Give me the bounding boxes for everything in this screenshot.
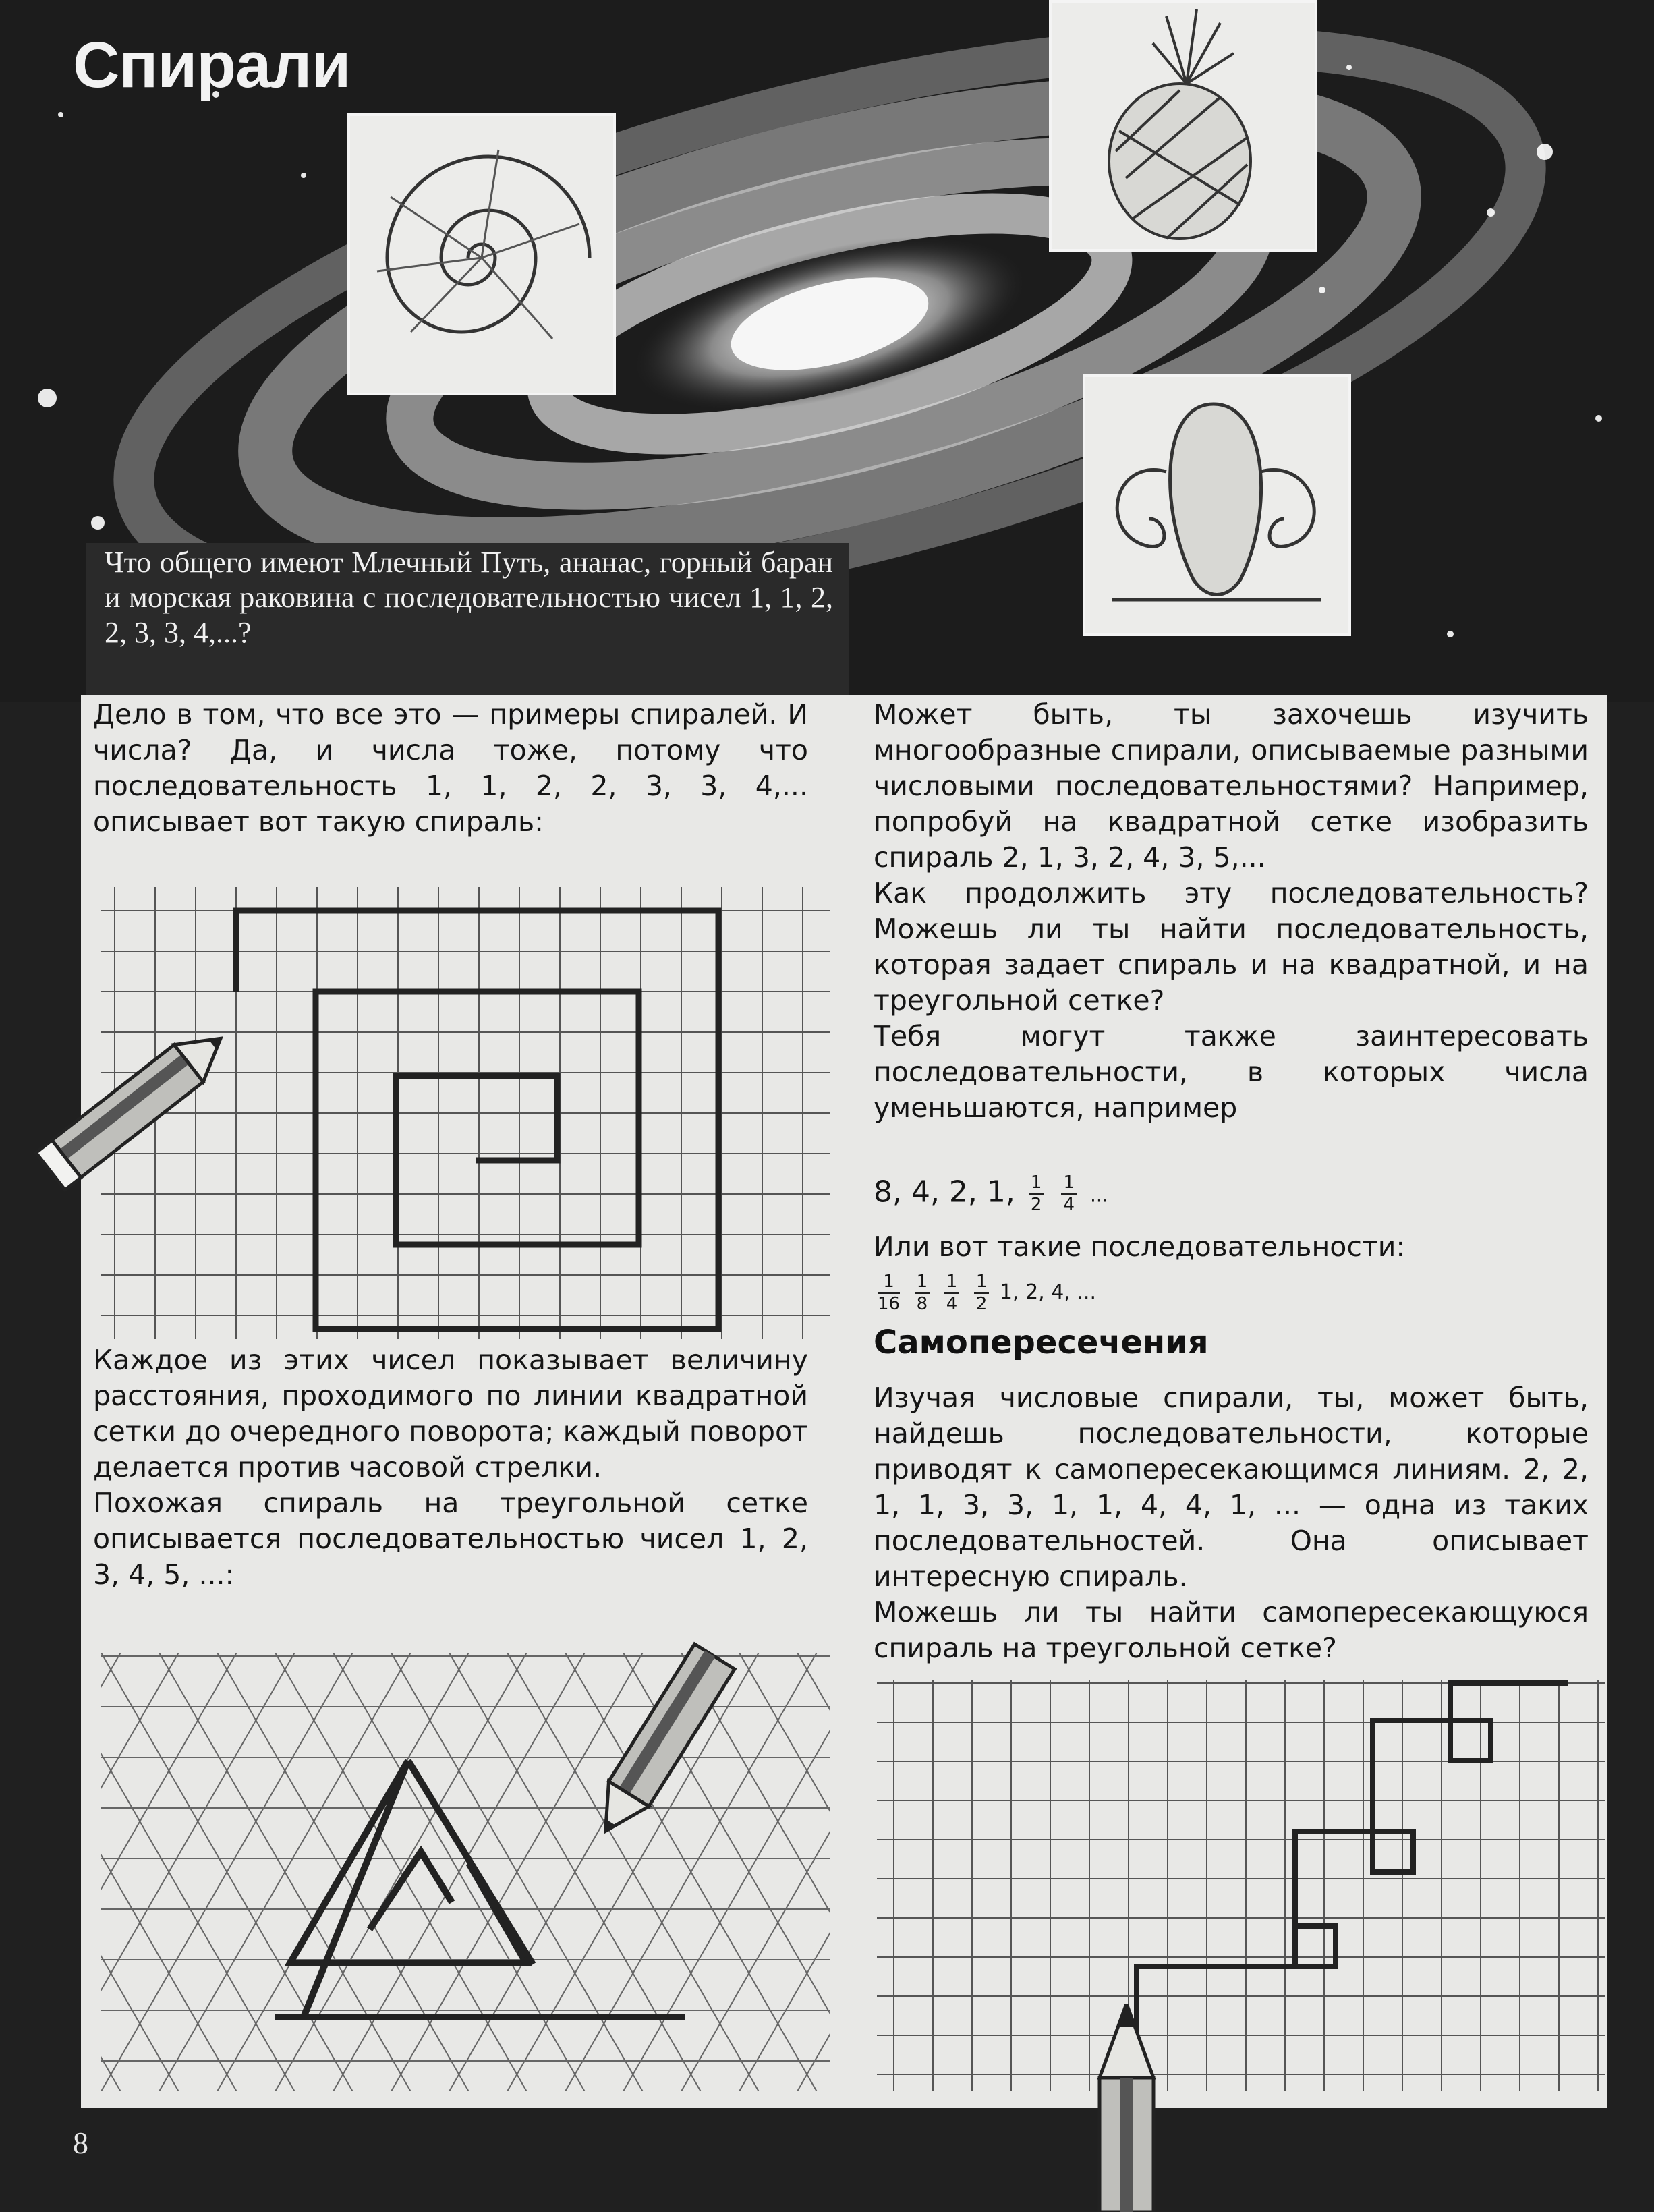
triangle-spiral-line <box>290 1761 526 1963</box>
square-spiral-line <box>236 911 718 1329</box>
right-column-text <box>874 697 1589 1126</box>
fraction: $\frac{1}{2}$ <box>1029 1172 1044 1215</box>
fraction: $\frac{1}{8}$ <box>915 1272 930 1314</box>
grid-line <box>101 1653 295 2091</box>
grid-line <box>101 1653 179 2091</box>
paragraph: Похожая спираль на треугольной сетке описывается последовательностью чисел 1, 2, 3, 4, 5, ...: <box>93 1487 808 1591</box>
pencil-drawing <box>567 1585 782 1869</box>
page-title: Спирали <box>73 29 351 101</box>
left-column-explanation <box>93 1342 808 1593</box>
grid-line <box>101 1653 295 2091</box>
self-intersecting-spiral-line <box>1137 1683 1568 2091</box>
paragraph: Тебя могут также заинтересовать последовательности, в которых числа уменьшаются, например <box>874 1020 1589 1124</box>
pineapple-drawing <box>1049 0 1317 252</box>
paragraph: Может быть, ты захочешь изучить многообразные спирали, описываемые разными числовыми последовательностями? Например, попробуй на квадратной сетке изобразить спираль 2, 1, 3, 2, 4, 3, 5,... <box>874 698 1589 874</box>
paragraph: Как продолжить эту последовательность? Можешь ли ты найти последовательность, которая задает спираль и на квадратной, и на треугольной сетке? <box>874 877 1589 1017</box>
fraction: $\frac{1}{4}$ <box>944 1272 960 1314</box>
pencil-drawing <box>13 985 243 1228</box>
intro-question: Что общего имеют Млечный Путь, ананас, горный баран и морская раковина с последовательностью чисел 1, 1, 2, 2, 3, 3, 4,...? <box>105 546 833 649</box>
seashell-drawing <box>347 113 616 395</box>
grid-line <box>101 1653 179 2091</box>
paragraph: Дело в том, что все это — примеры спиралей. И числа? Да, и числа тоже, потому что последовательность 1, 1, 2, 2, 3, 3, 4,... описывает вот такую спираль: <box>93 698 808 838</box>
sequence-fractions <box>874 1272 1096 1314</box>
page-number: 8 <box>73 2126 88 2160</box>
pencil-drawing <box>1079 2004 1174 2212</box>
sequence-lead: 8, 4, 2, 1, <box>874 1174 1015 1210</box>
sequence-tail: ... <box>1089 1184 1108 1207</box>
grid-line <box>797 1653 830 2091</box>
sequence-decreasing <box>874 1172 1108 1215</box>
fraction: $\frac{1}{4}$ <box>1061 1172 1077 1215</box>
sequence-tail: 1, 2, 4, ... <box>999 1280 1097 1304</box>
fraction: $\frac{1}{16}$ <box>878 1272 901 1314</box>
paragraph: Изучая числовые спирали, ты, может быть, найдешь последовательности, которые приводят к самопересекающимся линиям. 2, 2, 1, 1, 3, 3, 1, 1, 4, 4, 1, ... — одна из таких последовательностей. Она описывает интересную спираль. <box>874 1382 1589 1593</box>
paragraph: Или вот такие последовательности: <box>874 1230 1406 1263</box>
fraction: $\frac{1}{2}$ <box>974 1272 990 1314</box>
paragraph: Можешь ли ты найти самопересекающуюся спираль на треугольной сетке? <box>874 1596 1589 1664</box>
ram-drawing <box>1083 374 1351 636</box>
square-grid <box>877 1680 1605 2091</box>
right-column-text <box>874 1229 1589 1265</box>
section-heading: Самопересечения <box>874 1324 1209 1361</box>
paragraph: Каждое из этих чисел показывает величину расстояния, проходимого по линии квадратной сетки до очередного поворота; каждый поворот делается против часовой стрелки. <box>93 1344 808 1483</box>
right-column-text <box>874 1380 1589 1666</box>
left-column-intro <box>93 697 808 840</box>
self-intersecting-spiral-diagram <box>877 1680 1605 2091</box>
grid-line <box>797 1653 830 2091</box>
